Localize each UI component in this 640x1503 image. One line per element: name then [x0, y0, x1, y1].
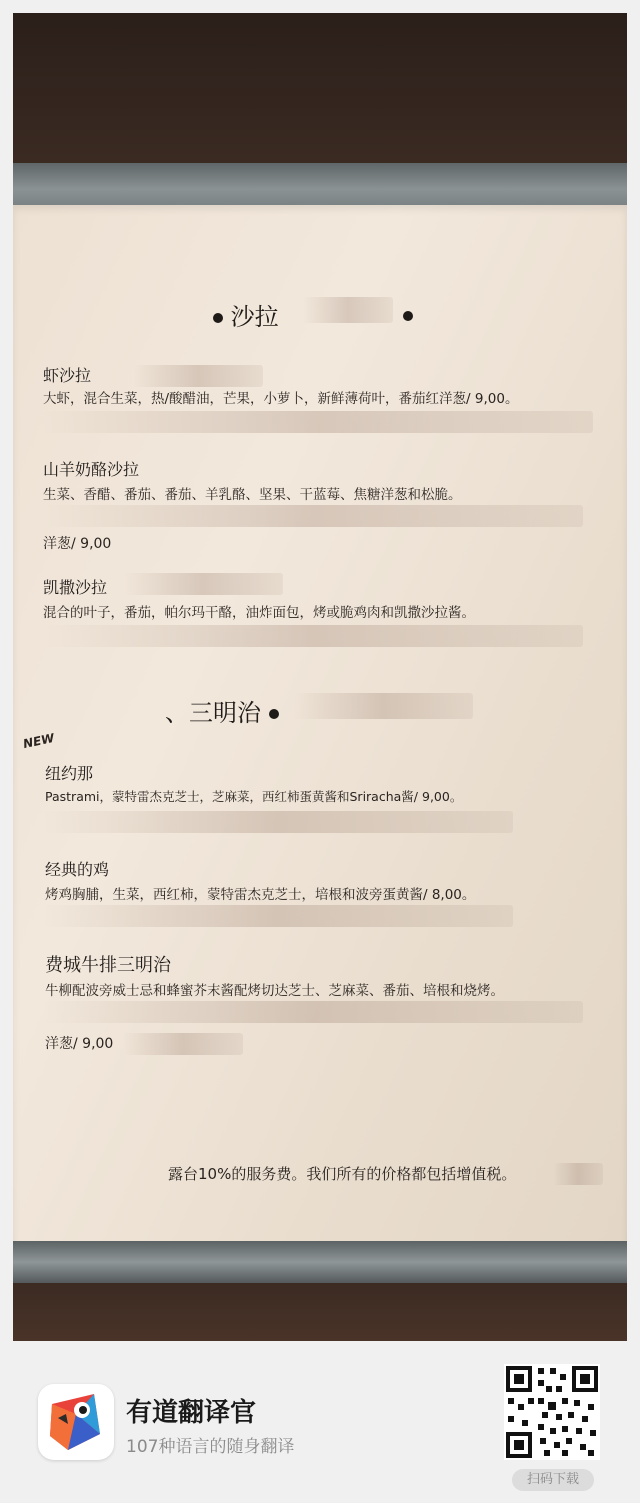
blurred-text — [43, 811, 513, 833]
salad-section-heading — [213, 297, 279, 332]
new-yorker-title: 纽约那 — [45, 764, 94, 783]
qr-code-icon — [504, 1364, 600, 1460]
new-yorker-desc: Pastrami，蒙特雷杰克芝士，芝麻菜，西红柿蛋黄酱和Sriracha酱/ 9,00。 — [45, 789, 463, 804]
sandwich-section-title: 、三明治 — [165, 699, 261, 727]
goat-cheese-salad-price: 洋葱/ 9,00 — [43, 536, 112, 552]
blurred-text — [123, 1033, 243, 1055]
service-charge-note: 露台10%的服务费。我们所有的价格都包括增值税。 — [168, 1165, 517, 1183]
table-background-top — [13, 13, 627, 163]
goat-cheese-salad-title: 山羊奶酪沙拉 — [43, 460, 140, 479]
new-badge: NEW — [21, 730, 56, 752]
caesar-salad-desc: 混合的叶子，番茄，帕尔玛干酪，油炸面包，烤或脆鸡肉和凯撒沙拉酱。 — [43, 605, 475, 621]
blurred-text — [293, 693, 473, 719]
blurred-text — [303, 297, 393, 323]
app-logo-icon — [38, 1384, 114, 1460]
shrimp-salad-title: 虾沙拉 — [43, 366, 92, 385]
caesar-salad-title: 凯撒沙拉 — [43, 578, 108, 597]
app-tagline: 107种语言的随身翻译 — [126, 1437, 295, 1457]
blurred-text — [43, 505, 583, 527]
blurred-text — [43, 1001, 583, 1023]
shrimp-salad-desc: 大虾，混合生菜，热/酸醋油，芒果，小萝卜，新鲜薄荷叶，番茄红洋葱/ 9,00。 — [43, 391, 519, 407]
bullet-dot — [269, 709, 279, 719]
blurred-text — [123, 573, 283, 595]
philly-steak-title: 费城牛排三明治 — [45, 955, 171, 976]
app-name: 有道翻译官 — [126, 1398, 257, 1428]
bullet-dot — [213, 313, 223, 323]
scan-download-button[interactable]: 扫码下载 — [512, 1469, 594, 1491]
philly-steak-desc: 牛柳配波旁威士忌和蜂蜜芥末酱配烤切达芝士、芝麻菜、番茄、培根和烧烤。 — [45, 983, 504, 999]
sandwich-section-heading — [165, 693, 279, 728]
goat-cheese-salad-desc: 生菜、香醋、番茄、番茄、羊乳酪、坚果、干蓝莓、焦糖洋葱和松脆。 — [43, 487, 462, 503]
bullet-dot — [403, 311, 413, 321]
menu-photo — [13, 13, 627, 1341]
classic-chicken-desc: 烤鸡胸脯，生菜，西红柿，蒙特雷杰克芝士，培根和波旁蛋黄酱/ 8,00。 — [45, 887, 476, 903]
table-background-bottom — [13, 1283, 627, 1341]
menu-paper — [13, 205, 627, 1247]
philly-steak-price: 洋葱/ 9,00 — [45, 1036, 114, 1052]
blurred-text — [43, 625, 583, 647]
menu-holder-rail-bottom — [13, 1241, 627, 1283]
classic-chicken-title: 经典的鸡 — [45, 860, 110, 879]
blurred-text — [43, 905, 513, 927]
blurred-text — [43, 411, 593, 433]
salad-section-title: 沙拉 — [230, 303, 279, 331]
blurred-text — [553, 1163, 603, 1185]
blurred-text — [133, 365, 263, 387]
